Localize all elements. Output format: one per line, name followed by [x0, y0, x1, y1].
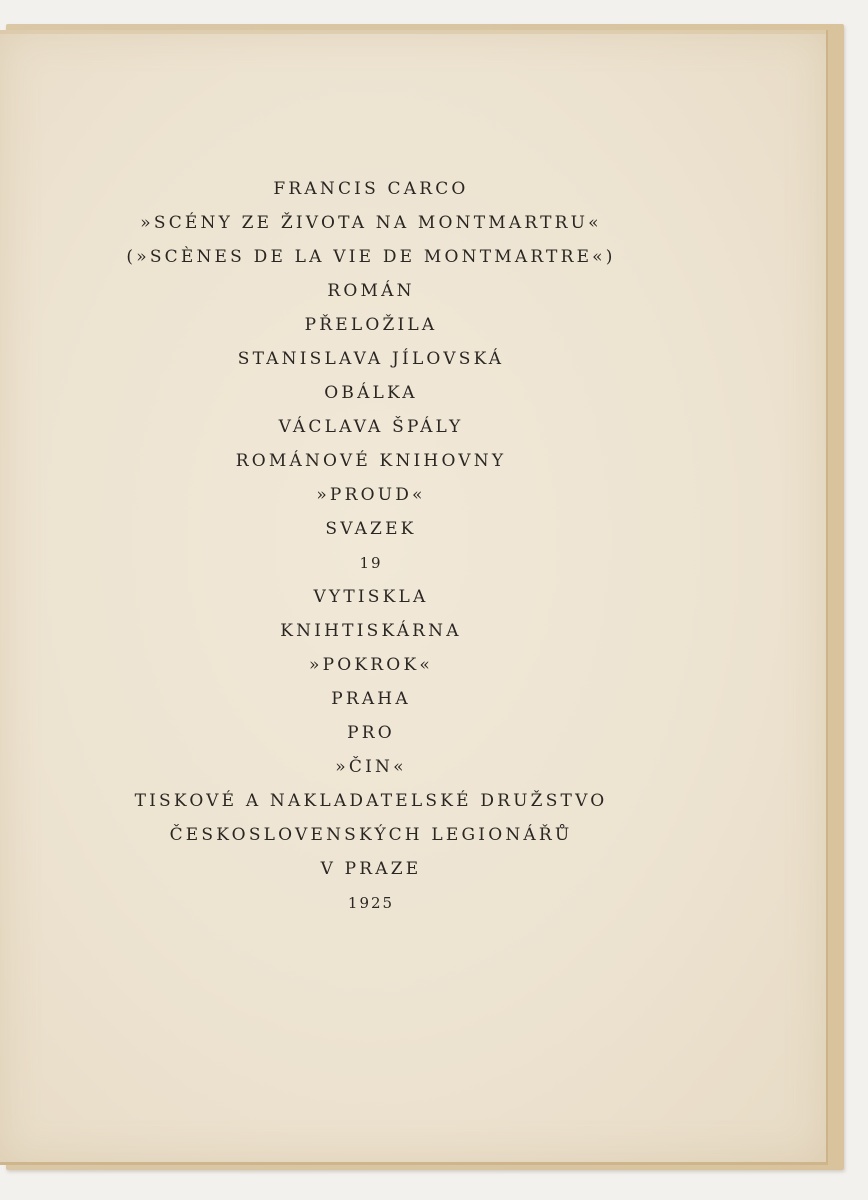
volume-label-line: SVAZEK — [325, 519, 417, 539]
publisher-city-line: V PRAZE — [320, 859, 422, 879]
publisher-desc-line-2: ČESKOSLOVENSKÝCH LEGIONÁŘŮ — [169, 825, 573, 845]
series-label-line: ROMÁNOVÉ KNIHOVNY — [235, 451, 507, 471]
page-top-edge — [0, 30, 826, 34]
publisher-desc-line: TISKOVÉ A NAKLADATELSKÉ DRUŽSTVO — [134, 791, 608, 811]
title-czech-line: »SCÉNY ZE ŽIVOTA NA MONTMARTRU« — [140, 213, 602, 233]
author-line: FRANCIS CARCO — [273, 179, 469, 199]
translator-line: STANISLAVA JÍLOVSKÁ — [237, 349, 505, 369]
printer-city-line: PRAHA — [331, 689, 411, 709]
title-original-line: (»SCÈNES DE LA VIE DE MONTMARTRE«) — [126, 247, 616, 267]
publisher-name-line: »ČIN« — [335, 757, 407, 777]
imprint-block — [0, 172, 742, 920]
printed-by-line: VYTISKLA — [313, 587, 429, 607]
cover-label-line: OBÁLKA — [324, 383, 418, 403]
series-name-line: »PROUD« — [316, 485, 426, 505]
genre-line: ROMÁN — [327, 281, 415, 301]
cover-artist-line: VÁCLAVA ŠPÁLY — [278, 417, 464, 437]
volume-number-line: 19 — [359, 554, 383, 572]
printer-name-line: »POKROK« — [309, 655, 433, 675]
year-line: 1925 — [347, 894, 395, 912]
translated-by-line: PŘELOŽILA — [304, 315, 438, 335]
for-line: PRO — [347, 723, 395, 743]
printer-type-line: KNIHTISKÁRNA — [280, 621, 462, 641]
